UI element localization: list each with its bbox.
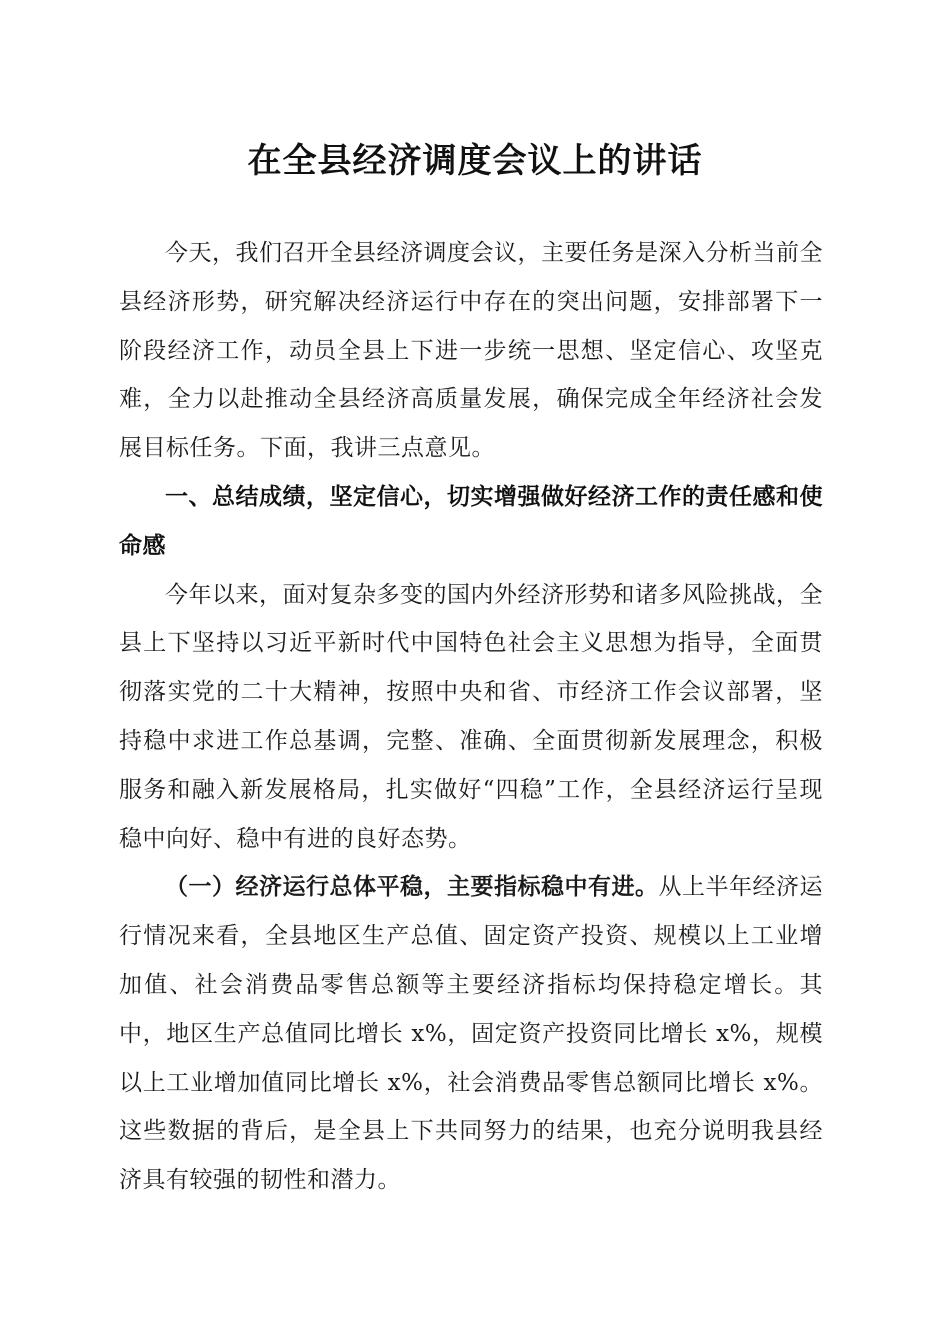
section-1-paragraph: 今年以来，面对复杂多变的国内外经济形势和诸多风险挑战，全县上下坚持以习近平新时代中国特色社会主义思想为指导，全面贯彻落实党的二十大精神，按照中央和省、市经济工作会议部署，坚持稳中求进工作总基调，完整、准确、全面贯彻新发展理念，积极服务和融入新发展格局，扎实做好“四稳”工作，全县经济运行呈现稳中向好、稳中有进的良好态势。 [119, 581, 823, 852]
subsection-1-lead: （一）经济运行总体平稳，主要指标稳中有进。 [165, 873, 659, 901]
document-title: 在全县经济调度会议上的讲话 [247, 141, 703, 181]
subsection-1-body: 从上半年经济运行情况来看，全县地区生产总值、固定资产投资、规模以上工业增加值、社会消费品零售总额等主要经济指标均保持稳定增长。其中，地区生产总值同比增长 x%，固定资产投资同比增长 x%，规模以上工业增加值同比增长 x%，社会消费品零售总额同比增长 x%。这些数据的背后，是全县上下共同努力的结果，也充分说明我县经济具有较强的韧性和潜力。 [119, 874, 823, 1194]
document-body [119, 229, 823, 1205]
intro-paragraph: 今天，我们召开全县经济调度会议，主要任务是深入分析当前全县经济形势，研究解决经济运行中存在的突出问题，安排部署下一阶段经济工作，动员全县上下进一步统一思想、坚定信心、攻坚克难，全力以赴推动全县经济高质量发展，确保完成全年经济社会发展目标任务。下面，我讲三点意见。 [119, 240, 823, 462]
subsection-1-paragraph [119, 863, 823, 1205]
section-1-heading: 一、总结成绩，坚定信心，切实增强做好经济工作的责任感和使命感 [119, 483, 823, 559]
